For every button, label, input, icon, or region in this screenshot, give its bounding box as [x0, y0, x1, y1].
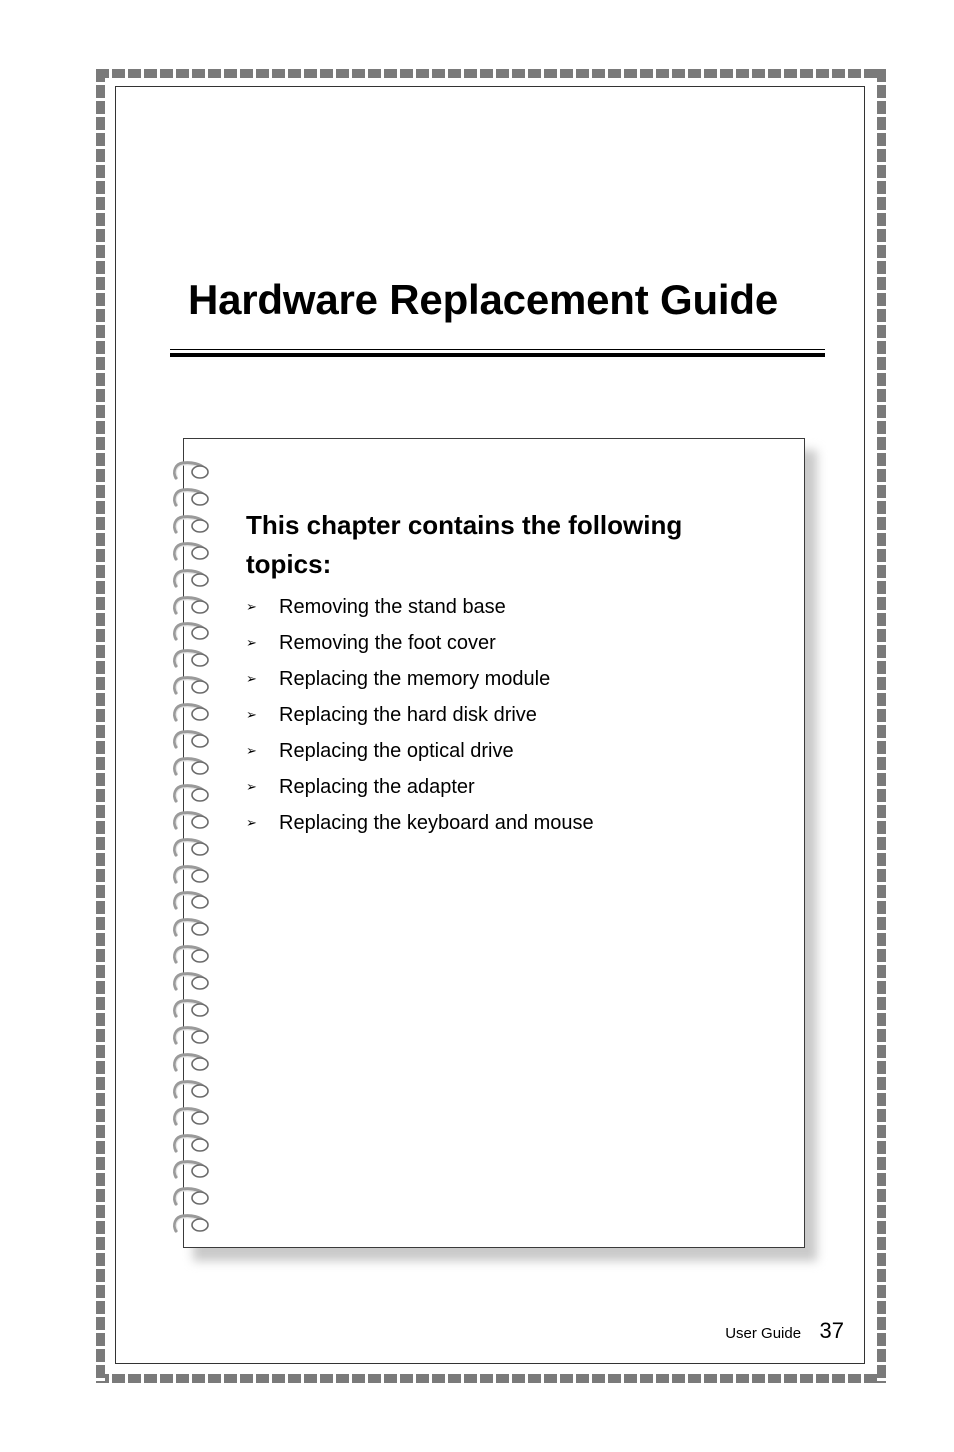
topic-label: Removing the stand base [279, 596, 506, 618]
spiral-coil-icon [170, 864, 214, 886]
topic-label: Replacing the keyboard and mouse [279, 812, 594, 834]
spiral-coil-icon [170, 944, 214, 966]
topic-label: Replacing the optical drive [279, 740, 514, 762]
spiral-coil-icon [170, 729, 214, 751]
spiral-coil-icon [170, 595, 214, 617]
spiral-coil-icon [170, 648, 214, 670]
footer-label: User Guide [725, 1325, 802, 1342]
spiral-coil-icon [170, 568, 214, 590]
page-footer [725, 1318, 844, 1344]
spiral-coil-icon [170, 1213, 214, 1235]
topic-label: Replacing the hard disk drive [279, 704, 537, 726]
page-border-top [96, 69, 886, 78]
spiral-coil-icon [170, 917, 214, 939]
arrow-bullet-icon: ➢ [246, 743, 257, 758]
spiral-coil-icon [170, 514, 214, 536]
title-rule-thick [170, 353, 825, 357]
spiral-coil-icon [170, 971, 214, 993]
spiral-coil-icon [170, 702, 214, 724]
spiral-coil-icon [170, 1052, 214, 1074]
chapter-heading: This chapter contains the following topics: [246, 510, 683, 579]
topic-list [246, 589, 594, 841]
spiral-coil-icon [170, 1025, 214, 1047]
page-number: 37 [819, 1318, 844, 1343]
spiral-coil-icon [170, 756, 214, 778]
list-item [246, 589, 594, 625]
title-rule-thin [170, 349, 825, 350]
list-item [246, 661, 594, 697]
spiral-coil-icon [170, 1186, 214, 1208]
spiral-coil-icon [170, 1106, 214, 1128]
spiral-coil-icon [170, 890, 214, 912]
list-item [246, 805, 594, 841]
arrow-bullet-icon: ➢ [246, 635, 257, 650]
spiral-coil-icon [170, 460, 214, 482]
topic-label: Replacing the adapter [279, 776, 475, 798]
arrow-bullet-icon: ➢ [246, 671, 257, 686]
topic-label: Replacing the memory module [279, 668, 551, 690]
spiral-coil-icon [170, 837, 214, 859]
spiral-coil-icon [170, 1159, 214, 1181]
page-border-bottom [96, 1374, 886, 1383]
spiral-coil-icon [170, 621, 214, 643]
spiral-binding-icon [170, 460, 214, 1240]
list-item [246, 733, 594, 769]
arrow-bullet-icon: ➢ [246, 599, 257, 614]
spiral-coil-icon [170, 998, 214, 1020]
spiral-coil-icon [170, 1133, 214, 1155]
spiral-coil-icon [170, 541, 214, 563]
page-border-right [877, 69, 886, 1383]
arrow-bullet-icon: ➢ [246, 815, 257, 830]
spiral-coil-icon [170, 1079, 214, 1101]
list-item [246, 625, 594, 661]
page-border-left [96, 69, 105, 1383]
list-item [246, 697, 594, 733]
spiral-coil-icon [170, 487, 214, 509]
topic-label: Removing the foot cover [279, 632, 496, 654]
spiral-coil-icon [170, 783, 214, 805]
arrow-bullet-icon: ➢ [246, 779, 257, 794]
spiral-coil-icon [170, 810, 214, 832]
spiral-coil-icon [170, 675, 214, 697]
page-title: Hardware Replacement Guide [188, 276, 778, 323]
arrow-bullet-icon: ➢ [246, 707, 257, 722]
list-item [246, 769, 594, 805]
